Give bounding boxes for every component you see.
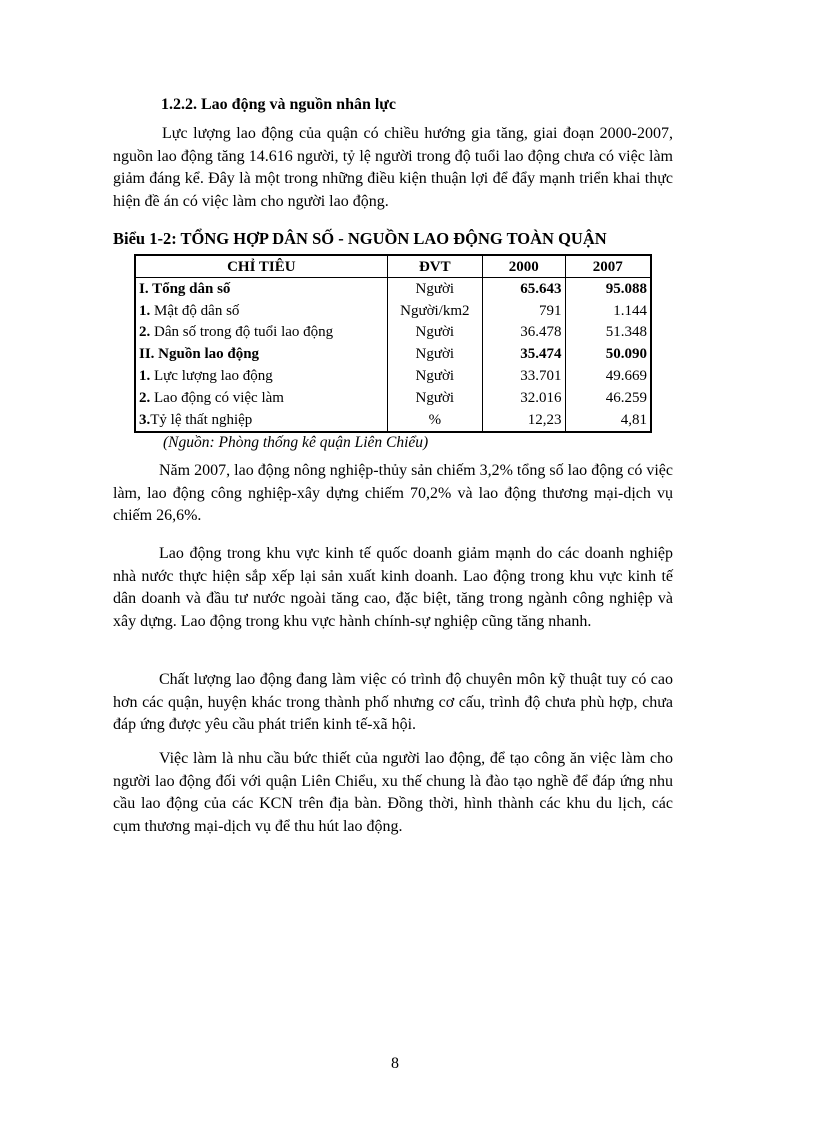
row-unit: Người	[387, 322, 482, 344]
row-label: Dân số trong độ tuổi lao động	[150, 324, 334, 341]
row-value-2007: 50.090	[565, 343, 651, 365]
row-indicator	[135, 343, 387, 365]
header-indicator: CHỈ TIÊU	[135, 255, 387, 278]
table-row	[135, 300, 651, 322]
row-indicator	[135, 322, 387, 344]
row-value-2000: 65.643	[482, 278, 565, 300]
row-unit: Người	[387, 387, 482, 409]
row-label: Lao động có việc làm	[150, 389, 284, 406]
row-prefix: 2.	[139, 389, 151, 406]
row-unit: Người	[387, 343, 482, 365]
row-value-2000: 12,23	[482, 409, 565, 432]
row-unit: %	[387, 409, 482, 432]
row-value-2007: 46.259	[565, 387, 651, 409]
table-row	[135, 365, 651, 387]
table-row	[135, 387, 651, 409]
row-indicator	[135, 365, 387, 387]
row-unit: Người/km2	[387, 300, 482, 322]
table-row	[135, 322, 651, 344]
row-value-2000: 32.016	[482, 387, 565, 409]
table-row	[135, 343, 651, 365]
row-unit: Người	[387, 278, 482, 300]
header-2000: 2000	[482, 255, 565, 278]
row-indicator	[135, 278, 387, 300]
row-prefix: 1.	[139, 368, 151, 385]
row-value-2007: 4,81	[565, 409, 651, 432]
section-heading: 1.2.2. Lao động và nguồn nhân lực	[161, 96, 397, 113]
table-row	[135, 409, 651, 432]
row-indicator	[135, 300, 387, 322]
paragraph-labor-structure: Năm 2007, lao động nông nghiệp-thủy sản chiếm 3,2% tổng số lao động có việc làm, lao động công nghiệp-xây dựng chiếm 70,2% và lao động thương mại-dịch vụ chiếm 26,6%.	[113, 462, 673, 524]
row-value-2000: 35.474	[482, 343, 565, 365]
row-label: I. Tổng dân số	[139, 280, 231, 297]
row-prefix: 3.	[139, 411, 151, 428]
table-title: Biểu 1-2: TỔNG HỢP DÂN SỐ - NGUỒN LAO ĐỘNG TOÀN QUẬN	[113, 229, 607, 248]
row-value-2007: 1.144	[565, 300, 651, 322]
row-indicator	[135, 387, 387, 409]
row-label: Tỷ lệ thất nghiệp	[150, 411, 253, 428]
table-source-note: (Nguồn: Phòng thống kê quận Liên Chiểu)	[163, 434, 429, 451]
row-label: Lực lượng lao động	[150, 368, 273, 385]
row-value-2000: 791	[482, 300, 565, 322]
header-2007: 2007	[565, 255, 651, 278]
paragraph-labor-force: Lực lượng lao động của quận có chiều hướng gia tăng, giai đoạn 2000-2007, nguồn lao động tăng 14.616 người, tỷ lệ người trong độ tuổi lao động chưa có việc làm giảm đáng kể. Đây là một trong những điều kiện thuận lợi để đẩy mạnh triển khai thực hiện đề án có việc làm cho người lao động.	[113, 125, 673, 210]
row-indicator	[135, 409, 387, 432]
row-value-2007: 49.669	[565, 365, 651, 387]
row-value-2000: 33.701	[482, 365, 565, 387]
row-value-2007: 95.088	[565, 278, 651, 300]
row-value-2000: 36.478	[482, 322, 565, 344]
row-label: II. Nguồn lao động	[139, 346, 260, 363]
table-row	[135, 278, 651, 300]
population-labor-table	[134, 254, 652, 433]
paragraph-labor-quality: Chất lượng lao động đang làm việc có trình độ chuyên môn kỹ thuật tuy có cao hơn các quận, huyện khác trong thành phố nhưng cơ cấu, trình độ chưa phù hợp, chưa đáp ứng được yêu cầu phát triển kinh tế-xã hội.	[113, 671, 673, 733]
row-prefix: 1.	[139, 302, 151, 319]
row-unit: Người	[387, 365, 482, 387]
page-number: 8	[391, 1055, 399, 1072]
row-label: Mật độ dân số	[150, 302, 240, 319]
row-value-2007: 51.348	[565, 322, 651, 344]
row-prefix: 2.	[139, 324, 151, 341]
table-header-row	[135, 255, 651, 278]
header-unit: ĐVT	[387, 255, 482, 278]
paragraph-economic-sectors: Lao động trong khu vực kinh tế quốc doanh giảm mạnh do các doanh nghiệp nhà nước thực hiện sắp xếp lại sản xuất kinh doanh. Lao động trong khu vực kinh tế dân doanh và đầu tư nước ngoài tăng cao, đặc biệt, tăng trong ngành công nghiệp và xây dựng. Lao động trong khu vực hành chính-sự nghiệp cũng tăng nhanh.	[113, 545, 673, 630]
paragraph-employment: Việc làm là nhu cầu bức thiết của người lao động, để tạo công ăn việc làm cho người lao động đối với quận Liên Chiểu, xu thế chung là đào tạo nghề để đáp ứng nhu cầu lao động của các KCN trên địa bàn. Đồng thời, hình thành các khu du lịch, các cụm thương mại-dịch vụ để thu hút lao động.	[113, 750, 673, 835]
